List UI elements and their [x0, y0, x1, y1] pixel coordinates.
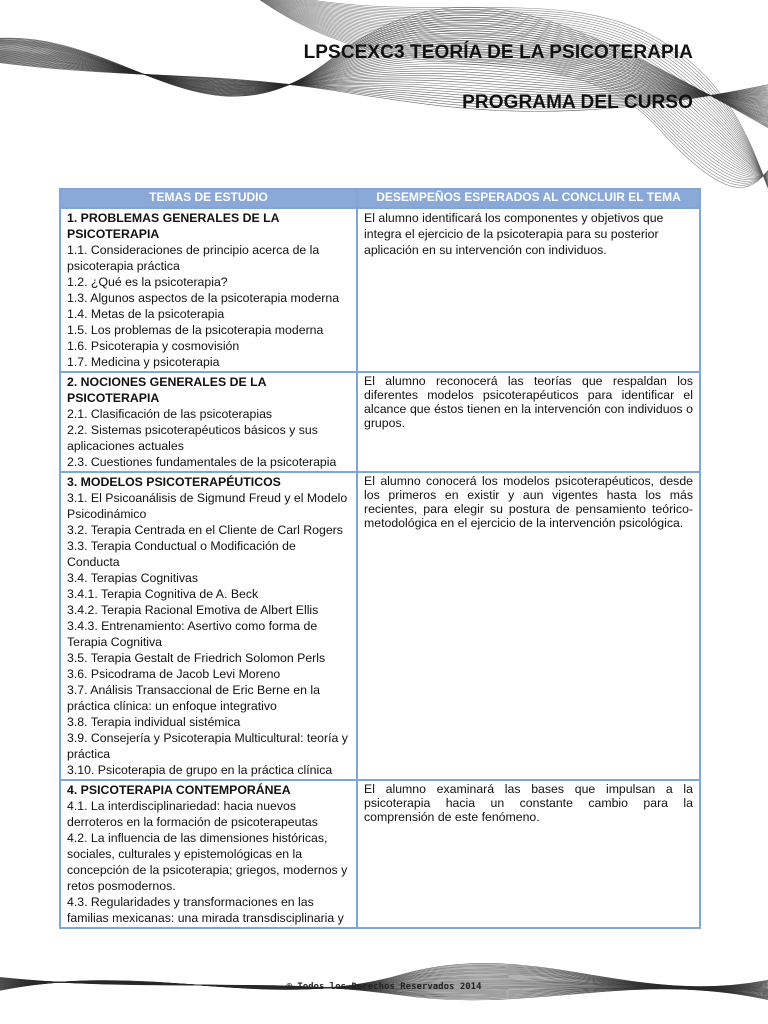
topic-item: 2.3. Cuestiones fundamentales de la psicoterapia	[67, 455, 337, 469]
table-header-row	[60, 189, 700, 208]
topic-item: 4.1. La interdisciplinariedad: hacia nuevos derroteros en la formación de psicoterapeutas	[67, 799, 318, 829]
topic-item: 1.4. Metas de la psicoterapia	[67, 307, 225, 321]
topic-item: 3.5. Terapia Gestalt de Friedrich Solomon Perls	[67, 651, 326, 665]
topic-item: 2.2. Sistemas psicoterapéuticos básicos y sus aplicaciones actuales	[67, 423, 318, 453]
topic-item: 1.3. Algunos aspectos de la psicoterapia moderna	[67, 291, 340, 305]
outcome-cell: El alumno examinará las bases que impulsan a la psicoterapia hacia un constante cambio para la comprensión de este fenómeno.	[357, 780, 700, 928]
topic-item: 3.7. Análisis Transaccional de Eric Berne en la práctica clínica: un enfoque integrativo	[67, 683, 320, 713]
unit-title: 2. NOCIONES GENERALES DE LA PSICOTERAPIA	[67, 375, 267, 405]
topic-item: 3.3. Terapia Conductual o Modificación de Conducta	[67, 539, 296, 569]
topic-item: 2.1. Clasificación de las psicoterapias	[67, 407, 273, 421]
table-row	[60, 472, 700, 780]
topic-item: 1.1. Consideraciones de principio acerca de la psicoterapia práctica	[67, 243, 320, 273]
table-row	[60, 780, 700, 928]
topic-item: 3.9. Consejería y Psicoterapia Multicultural: teoría y práctica	[67, 731, 348, 761]
topic-item: 4.3. Regularidades y transformaciones en las familias mexicanas: una mirada transdisciplinaria y	[67, 895, 344, 925]
topic-item: 3.8. Terapia individual sistémica	[67, 715, 241, 729]
topic-item: 3.2. Terapia Centrada en el Cliente de Carl Rogers	[67, 523, 343, 537]
topic-item: 1.7. Medicina y psicoterapia	[67, 355, 220, 369]
topic-item: 3.1. El Psicoanálisis de Sigmund Freud y el Modelo Psicodinámico	[67, 491, 348, 521]
outcome-cell: El alumno identificará los componentes y objetivos que integra el ejercicio de la psicoterapia para su posterior aplicación en su intervención con individuos.	[357, 208, 700, 372]
syllabus-table	[59, 188, 701, 929]
topic-item: 3.4.2. Terapia Racional Emotiva de Albert Ellis	[67, 603, 319, 617]
unit-title: 3. MODELOS PSICOTERAPÉUTICOS	[67, 475, 281, 489]
topics-cell	[60, 780, 357, 928]
table-row	[60, 208, 700, 372]
copyright-footer: ® Todos los Derechos Reservados 2014	[286, 982, 482, 992]
topic-item: 4.2. La influencia de las dimensiones históricas, sociales, culturales y epistemológicas en la concepción de la psicoterapia; griegos, modernos y retos posmodernos.	[67, 831, 348, 893]
topic-item: 3.4.1. Terapia Cognitiva de A. Beck	[67, 587, 259, 601]
topic-item: 3.4.3. Entrenamiento: Asertivo como forma de Terapia Cognitiva	[67, 619, 318, 649]
outcome-cell: El alumno conocerá los modelos psicoterapéuticos, desde los primeros en existir y aun vigentes hasta los más recientes, para elegir su postura de pensamiento teórico-metodológica en el ejercicio de la intervención psicológica.	[357, 472, 700, 780]
topics-cell	[60, 472, 357, 780]
course-title: LPSCEXC3 TEORÍA DE LA PSICOTERAPIA	[303, 42, 693, 63]
table-row	[60, 372, 700, 472]
topic-item: 3.10. Psicoterapia de grupo en la práctica clínica	[67, 763, 333, 777]
topic-item: 1.2. ¿Qué es la psicoterapia?	[67, 275, 228, 289]
outcome-cell: El alumno reconocerá las teorías que respaldan los diferentes modelos psicoterapéuticos para identificar el alcance que éstos tienen en la intervención con individuos o grupos.	[357, 372, 700, 472]
col-header-topics: TEMAS DE ESTUDIO	[60, 189, 357, 208]
topic-item: 1.6. Psicoterapia y cosmovisión	[67, 339, 240, 353]
program-subtitle: PROGRAMA DEL CURSO	[462, 92, 693, 113]
col-header-outcomes: DESEMPEÑOS ESPERADOS AL CONCLUIR EL TEMA	[357, 189, 700, 208]
topics-cell	[60, 208, 357, 372]
unit-title: 4. PSICOTERAPIA CONTEMPORÁNEA	[67, 783, 291, 797]
topics-cell	[60, 372, 357, 472]
unit-title: 1. PROBLEMAS GENERALES DE LA PSICOTERAPIA	[67, 211, 280, 241]
topic-item: 3.6. Psicodrama de Jacob Levi Moreno	[67, 667, 281, 681]
topic-item: 3.4. Terapias Cognitivas	[67, 571, 199, 585]
topic-item: 1.5. Los problemas de la psicoterapia moderna	[67, 323, 324, 337]
